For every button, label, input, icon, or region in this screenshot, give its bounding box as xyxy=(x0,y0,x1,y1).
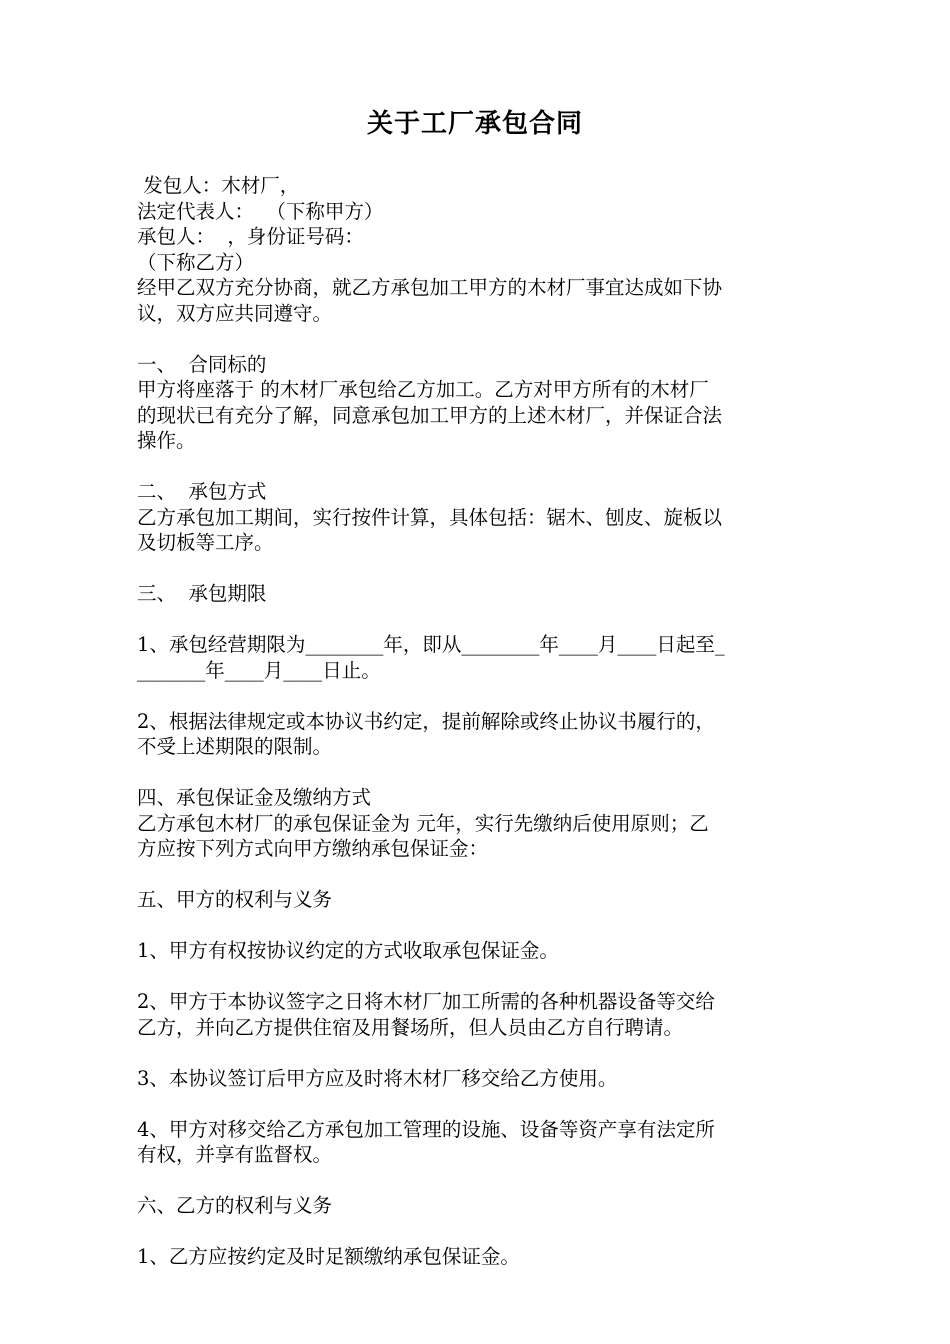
text-line: 经甲乙双方充分协商，就乙方承包加工甲方的木材厂事宜达成如下协 xyxy=(137,276,723,299)
text-line: （下称乙方） xyxy=(137,250,255,274)
text-line: 六、乙方的权利与义务 xyxy=(137,1194,333,1217)
text-line: 方应按下列方式向甲方缴纳承包保证金： xyxy=(137,837,489,860)
text-line: 1、承包经营期限为________年，即从________年____月____日起至_ xyxy=(137,633,725,656)
text-line: 及切板等工序。 xyxy=(137,531,274,554)
text-line: 四、承包保证金及缴纳方式 xyxy=(137,786,372,809)
text-line: 乙方承包木材厂的承包保证金为 元年，实行先缴纳后使用原则；乙 xyxy=(137,811,709,835)
blank-line xyxy=(137,683,817,709)
blank-line xyxy=(137,556,817,582)
text-line: 3、本协议签订后甲方应及时将木材厂移交给乙方使用。 xyxy=(137,1066,618,1090)
blank-line xyxy=(137,1091,817,1117)
blank-line xyxy=(137,326,817,352)
text-line: 2、根据法律规定或本协议书约定，提前解除或终止协议书履行的， xyxy=(137,709,715,733)
document-body xyxy=(137,173,817,1270)
blank-line xyxy=(137,760,817,786)
blank-line xyxy=(137,1168,817,1194)
text-line: 2、甲方于本协议签字之日将木材厂加工所需的各种机器设备等交给 xyxy=(137,990,715,1013)
blank-line xyxy=(137,913,817,939)
text-line: 乙方，并向乙方提供住宿及用餐场所，但人员由乙方自行聘请。 xyxy=(137,1015,684,1039)
text-line: 甲方将座落于 的木材厂承包给乙方加工。乙方对甲方所有的木材厂 xyxy=(137,378,709,401)
text-line: 一、 合同标的 xyxy=(137,352,267,376)
blank-line xyxy=(137,862,817,888)
text-line: 三、 承包期限 xyxy=(137,582,267,605)
text-line: 承包人： ，身份证号码： xyxy=(137,225,364,248)
text-line: 不受上述期限的限制。 xyxy=(137,735,333,758)
text-line: 五、甲方的权利与义务 xyxy=(137,888,333,911)
text-line: _______年____月____日止。 xyxy=(137,658,381,682)
text-line: 1、甲方有权按协议约定的方式收取承包保证金。 xyxy=(137,939,559,962)
text-line: 1、乙方应按约定及时足额缴纳承包保证金。 xyxy=(137,1245,520,1268)
text-line: 操作。 xyxy=(137,429,196,452)
blank-line xyxy=(137,607,817,633)
text-line: 发包人：木材厂， xyxy=(137,174,300,197)
blank-line xyxy=(137,454,817,480)
text-line: 4、甲方对移交给乙方承包加工管理的设施、设备等资产享有法定所 xyxy=(137,1117,715,1141)
text-line: 法定代表人： （下称甲方） xyxy=(137,199,384,223)
text-line: 议，双方应共同遵守。 xyxy=(137,301,333,325)
text-line: 有权，并享有监督权。 xyxy=(137,1143,333,1166)
blank-line xyxy=(137,1040,817,1066)
text-line: 乙方承包加工期间，实行按件计算，具体包括：锯木、刨皮、旋板以 xyxy=(137,505,723,529)
blank-line xyxy=(137,964,817,990)
text-line: 的现状已有充分了解，同意承包加工甲方的上述木材厂，并保证合法 xyxy=(137,403,723,427)
document-title: 关于工厂承包合同 xyxy=(366,109,583,139)
blank-line xyxy=(137,1219,817,1245)
text-line: 二、 承包方式 xyxy=(137,480,267,503)
